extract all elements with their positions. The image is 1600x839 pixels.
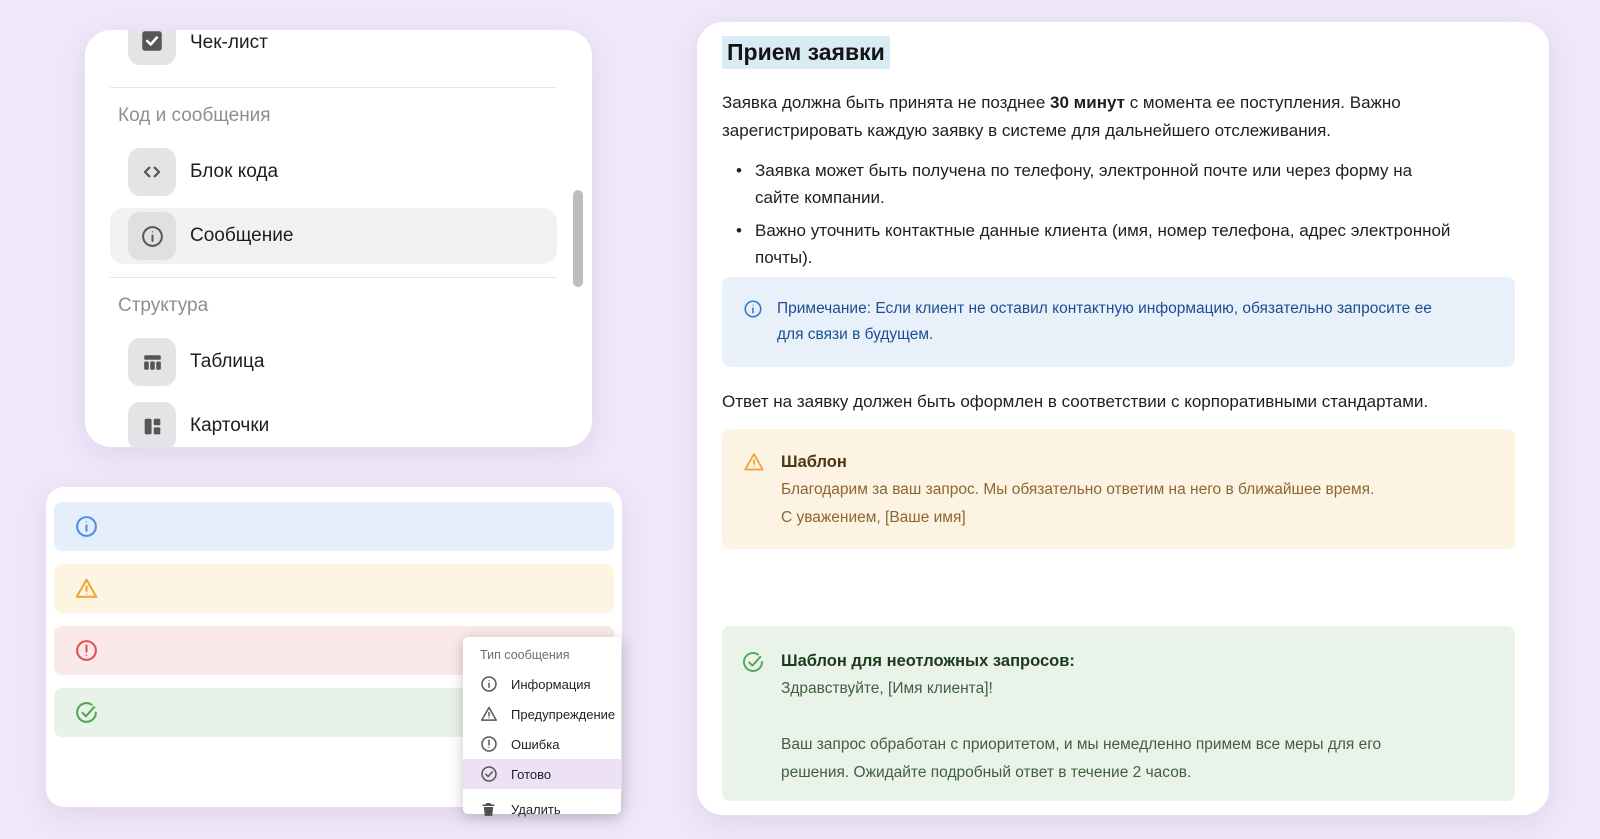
success-callout-line1: Здравствуйте, [Имя клиента]! xyxy=(781,679,993,697)
error-circle-icon xyxy=(74,638,99,663)
menu-item-code-block[interactable]: Блок кода xyxy=(190,161,279,182)
warning-callout-line2: С уважением, [Ваше имя] xyxy=(781,508,966,526)
success-callout-title: Шаблон для неотложных запросов: xyxy=(781,651,1075,670)
code-icon xyxy=(128,148,176,196)
insert-block-menu xyxy=(85,30,592,447)
menu-scrollbar-thumb[interactable] xyxy=(573,190,583,287)
type-menu-item-delete[interactable] xyxy=(463,793,621,825)
warning-callout-line1: Благодарим за ваш запрос. Мы обязательно ответим на него в ближайшее время. xyxy=(781,480,1375,498)
type-menu-item-warning[interactable] xyxy=(463,699,621,729)
document-panel xyxy=(697,22,1549,815)
note-text: Примечание: Если клиент не оставил контактную информацию, обязательно запросите ее для связи в будущем. xyxy=(777,300,1432,343)
warning-triangle-icon xyxy=(743,451,765,473)
type-menu-item-label: Готово xyxy=(511,766,552,782)
error-circle-icon xyxy=(480,735,498,753)
success-circle-icon xyxy=(74,700,99,725)
table-icon xyxy=(128,338,176,386)
type-menu-item-done[interactable] xyxy=(463,759,621,789)
note-callout[interactable] xyxy=(722,277,1515,367)
intro-bold-text: 30 минут xyxy=(1050,93,1125,112)
intro-text: с момента ее поступления. Важно зарегистрировать каждую заявку в системе для дальнейшего отслеживания. xyxy=(722,93,1401,140)
type-menu-item-info[interactable] xyxy=(463,669,621,699)
trash-icon xyxy=(480,800,498,818)
info-circle-icon xyxy=(74,514,99,539)
template-warning-callout[interactable] xyxy=(722,429,1515,549)
page-title: Прием заявки xyxy=(722,36,890,69)
bullet-item: • Важно уточнить контактные данные клиента (имя, номер телефона, адрес электронной почты). xyxy=(722,217,1455,271)
info-circle-icon xyxy=(743,299,763,319)
empty-line xyxy=(781,703,1409,731)
type-menu-item-label: Информация xyxy=(511,676,591,692)
type-menu-item-label: Предупреждение xyxy=(511,706,616,722)
warning-triangle-icon xyxy=(480,705,498,723)
warning-triangle-icon xyxy=(74,576,99,601)
info-circle-icon xyxy=(128,212,176,260)
info-message-block[interactable] xyxy=(54,502,614,551)
template-success-callout[interactable] xyxy=(722,626,1515,801)
warning-message-block[interactable] xyxy=(54,564,614,613)
type-menu-item-label: Удалить xyxy=(511,801,561,817)
success-callout-line2: Ваш запрос обработан с приоритетом, и мы немедленно примем все меры для его решения. Ожидайте подробный ответ в течение 2 часов. xyxy=(781,735,1382,781)
menu-divider xyxy=(110,87,557,88)
type-menu-item-error[interactable] xyxy=(463,729,621,759)
menu-item-table[interactable]: Таблица xyxy=(190,351,265,372)
message-type-menu xyxy=(463,637,621,817)
menu-item-message-row[interactable] xyxy=(110,208,557,264)
menu-section-structure: Структура xyxy=(118,295,209,316)
menu-item-cards[interactable]: Карточки xyxy=(190,415,270,436)
bullet-item: • Заявка может быть получена по телефону, электронной почте или через форму на сайте компании. xyxy=(722,157,1455,211)
menu-item-checklist[interactable]: Чек-лист xyxy=(190,32,268,53)
menu-item-message[interactable]: Сообщение xyxy=(190,225,294,246)
info-circle-icon xyxy=(480,675,498,693)
intro-paragraph xyxy=(722,89,1467,144)
success-circle-icon xyxy=(741,650,765,674)
checklist-icon xyxy=(128,30,176,65)
warning-callout-title: Шаблон xyxy=(781,452,847,471)
intro-text: Заявка должна быть принята не позднее xyxy=(722,93,1051,112)
menu-divider xyxy=(110,277,557,278)
done-circle-icon xyxy=(480,765,498,783)
bullet-list xyxy=(722,157,1455,271)
type-menu-title: Тип сообщения xyxy=(480,648,570,662)
menu-section-code-messages: Код и сообщения xyxy=(118,105,271,126)
type-menu-item-label: Ошибка xyxy=(511,736,560,752)
cards-icon xyxy=(128,402,176,447)
standards-paragraph: Ответ на заявку должен быть оформлен в соответствии с корпоративными стандартами. xyxy=(722,392,1429,411)
